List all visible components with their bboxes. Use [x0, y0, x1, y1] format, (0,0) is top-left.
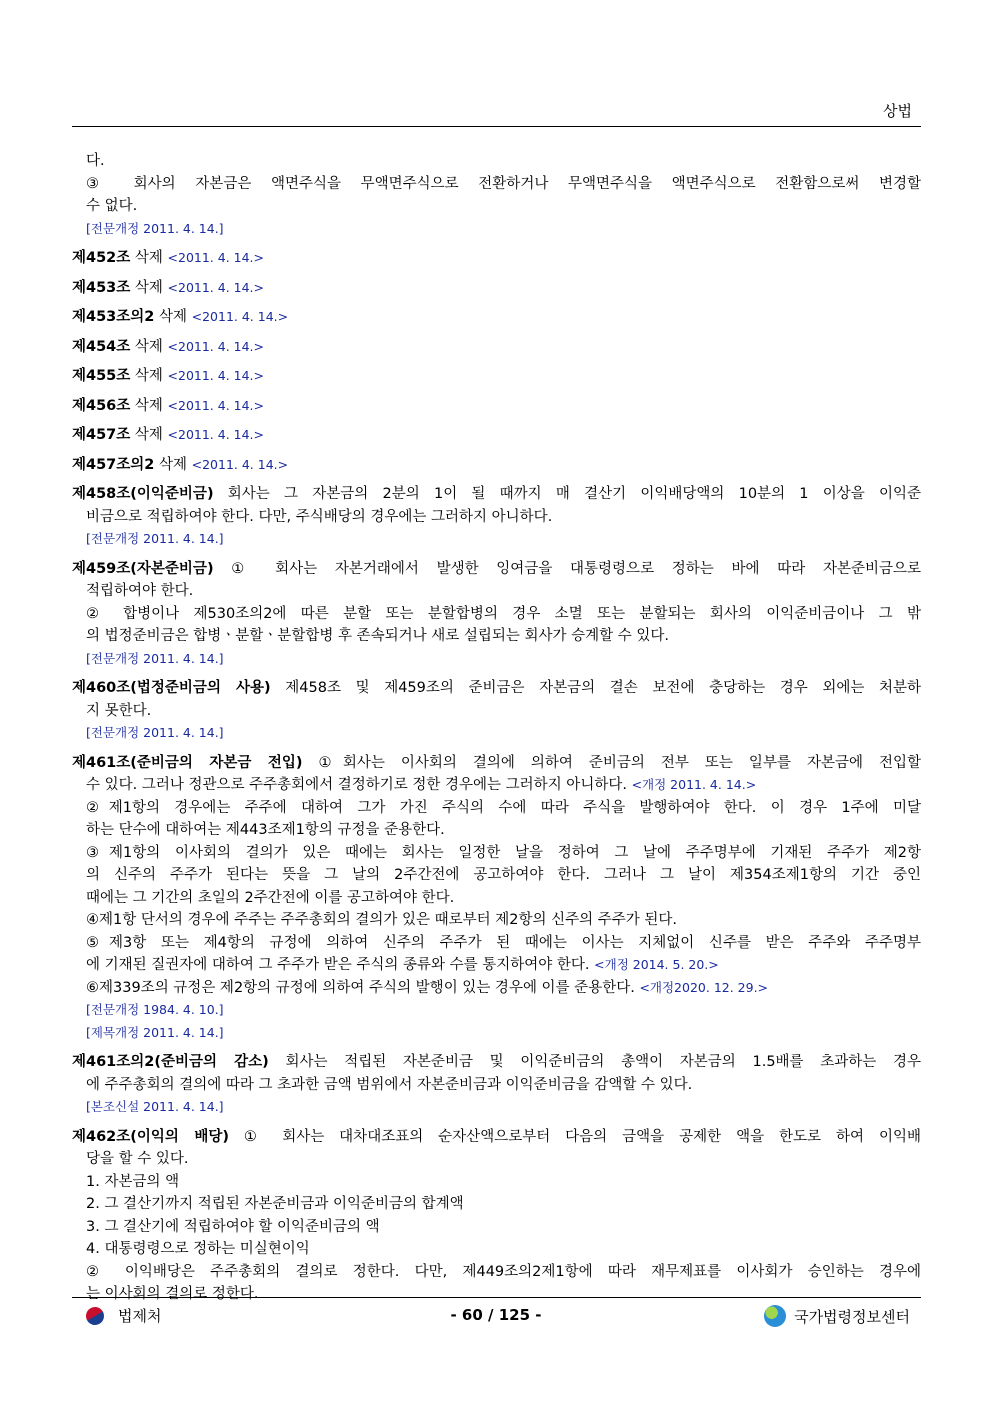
text-line: [72, 954, 921, 977]
amendment-note: <개정 2011. 4. 14.>: [631, 777, 757, 792]
article-line: [72, 752, 921, 775]
line-text: 삭제: [154, 456, 192, 473]
text-line: [72, 528, 921, 551]
text-line: [72, 774, 921, 797]
line-text: 삭제: [130, 397, 168, 414]
article-line: [72, 483, 921, 506]
text-line: [72, 864, 921, 887]
text-line: [72, 999, 921, 1022]
text-line: [72, 1148, 921, 1171]
text-line: [72, 797, 921, 820]
footer-divider: [72, 1297, 921, 1298]
text-line: [72, 195, 921, 218]
text-line: [72, 700, 921, 723]
line-text: 때에는 그 기간의 초일의 2주간전에 이를 공고하여야 한다.: [86, 889, 455, 906]
article-number: 제456조: [72, 397, 131, 414]
header-divider: [72, 126, 921, 127]
text-line: [72, 977, 921, 1000]
line-text: ④제1항 단서의 경우에 주주는 주주총회의 결의가 있은 때로부터 제2항의 신주의 주주가 된다.: [86, 912, 678, 928]
article-number: 제458조(이익준비금): [72, 486, 214, 502]
article-line: [72, 1126, 921, 1149]
text-line: [72, 580, 921, 603]
amendment-note: <2011. 4. 14.>: [167, 279, 264, 295]
article-line: [72, 277, 921, 300]
line-text: [전문개정 1984. 4. 10.]: [86, 1002, 224, 1017]
line-text: 삭제: [130, 368, 168, 384]
text-line: [72, 150, 921, 173]
footer-right: [764, 1305, 910, 1327]
line-text: 삭제: [130, 279, 168, 296]
text-line: [72, 218, 921, 241]
article-number: 제454조: [72, 338, 131, 355]
text-line: [72, 1074, 921, 1097]
amendment-note: <2011. 4. 14.>: [167, 397, 264, 413]
line-text: [전문개정 2011. 4. 14.]: [86, 650, 224, 666]
text-line: [72, 887, 921, 910]
amendment-note: <개정2020. 12. 29.>: [639, 979, 769, 995]
article-number: 제452조: [72, 250, 131, 266]
line-text: 삭제: [130, 427, 168, 443]
article-number: 제459조(자본준비금): [72, 560, 214, 577]
article-line: [72, 306, 921, 329]
article-number: 제457조의2: [72, 456, 155, 473]
line-text: ①회사는 이사회의 결의에 의하여 준비금의 전부 또는 일부를 자본금에 전입할: [302, 754, 921, 771]
line-text: ⑤제3항 또는 제4항의 규정에 의하여 신주의 주주가 된 때에는 이사는 지체없이 신주를 받은 주주와 주주명부: [86, 934, 921, 951]
page-number: - 60 / 125 -: [450, 1306, 542, 1324]
line-text: ③제1항의 이사회의 결의가 있은 때에는 회사는 일정한 날을 정하여 그 날에 주주명부에 기재된 주주가 제2항: [86, 844, 921, 861]
line-text: 삭제: [130, 338, 168, 355]
line-text: ⑥제339조의 규정은 제2항의 규정에 의하여 주식의 발행이 있는 경우에 이를 준용한다.: [86, 979, 640, 996]
text-line: [72, 1193, 921, 1216]
text-line: [72, 1283, 921, 1306]
amendment-note: <2011. 4. 14.>: [191, 309, 289, 324]
article-line: [72, 247, 921, 270]
text-line: [72, 1216, 921, 1239]
article-line: [72, 395, 921, 418]
article-number: 제461조의2(준비금의 감소): [72, 1054, 269, 1070]
line-text: 에 기재된 질권자에 대하여 그 주주가 받은 주식의 종류와 수를 통지하여야 한다.: [86, 957, 595, 973]
line-text: 수 없다.: [86, 198, 138, 214]
amendment-note: <개정 2014. 5. 20.>: [594, 957, 719, 972]
line-text: 회사는 적립된 자본준비금 및 이익준비금의 총액이 자본금의 1.5배를 초과하는 경우: [268, 1054, 921, 1070]
line-text: 지 못한다.: [86, 702, 152, 719]
article-number: 제453조의2: [72, 309, 155, 325]
text-line: [72, 1261, 921, 1284]
text-line: [72, 909, 921, 932]
footer-center: 국가법령정보센터: [794, 1307, 910, 1326]
line-text: 의 법정준비금은 합병ㆍ분할ㆍ분할합병 후 존속되거나 새로 설립되는 회사가 승계할 수 있다.: [86, 628, 669, 644]
text-line: [72, 1022, 921, 1045]
footer-agency: 법제처: [118, 1307, 162, 1325]
line-text: [전문개정 2011. 4. 14.]: [86, 725, 224, 740]
line-text: ②제1항의 경우에는 주주에 대하여 그가 가진 주식의 수에 따라 주식을 발행하여야 한다. 이 경우 1주에 미달: [86, 799, 921, 816]
text-line: [72, 625, 921, 648]
text-line: [72, 173, 921, 196]
article-line: [72, 336, 921, 359]
line-text: 다.: [86, 153, 105, 169]
line-text: 당을 할 수 있다.: [86, 1151, 189, 1167]
text-line: [72, 506, 921, 529]
line-text: 삭제: [130, 250, 168, 266]
line-text: 2. 그 결산기까지 적립된 자본준비금과 이익준비금의 합계액: [86, 1196, 464, 1212]
line-text: 의 신주의 주주가 된다는 뜻을 그 날의 2주간전에 공고하여야 한다. 그러나 그 날이 제354조제1항의 기간 중인: [86, 867, 921, 883]
line-text: [제목개정 2011. 4. 14.]: [86, 1024, 224, 1040]
line-text: 적립하여야 한다.: [86, 583, 194, 599]
text-line: [72, 1171, 921, 1194]
line-text: 삭제: [154, 309, 192, 325]
document-title: 상법: [883, 102, 912, 120]
article-line: [72, 1051, 921, 1074]
line-text: 는 이사회의 결의로 정한다.: [86, 1286, 259, 1302]
article-number: 제455조: [72, 368, 131, 384]
article-number: 제457조: [72, 427, 131, 443]
line-text: 제458조 및 제459조의 준비금은 자본금의 결손 보전에 충당하는 경우 외에는 처분하: [270, 680, 921, 696]
text-line: [72, 1238, 921, 1261]
line-text: 에 주주총회의 결의에 따라 그 초과한 금액 범위에서 자본준비금과 이익준비금을 감액할 수 있다.: [86, 1076, 693, 1093]
article-line: [72, 454, 921, 477]
text-line: [72, 842, 921, 865]
amendment-note: <2011. 4. 14.>: [167, 250, 264, 265]
line-text: ② 이익배당은 주주총회의 결의로 정한다. 다만, 제449조의2제1항에 따라 재무제표를 이사회가 승인하는 경우에: [86, 1263, 921, 1280]
amendment-note: <2011. 4. 14.>: [167, 338, 264, 354]
line-text: [전문개정 2011. 4. 14.]: [86, 531, 224, 546]
line-text: 3. 그 결산기에 적립하여야 할 이익준비금의 액: [86, 1218, 380, 1235]
article-line: [72, 677, 921, 700]
law-text-body: [72, 150, 921, 1306]
amendment-note: <2011. 4. 14.>: [191, 456, 289, 472]
article-number: 제460조(법정준비금의 사용): [72, 680, 271, 696]
text-line: [72, 603, 921, 626]
line-text: [전문개정 2011. 4. 14.]: [86, 220, 224, 236]
article-line: [72, 365, 921, 388]
globe-logo-icon: [764, 1305, 786, 1327]
article-number: 제461조(준비금의 자본금 전입): [72, 754, 303, 771]
line-text: ① 회사는 자본거래에서 발생한 잉여금을 대통령령으로 정하는 바에 따라 자본준비금으로: [213, 560, 921, 577]
line-text: 1. 자본금의 액: [86, 1173, 180, 1190]
text-line: [72, 722, 921, 745]
line-text: ② 합병이나 제530조의2에 따른 분할 또는 분할합병의 경우 소멸 또는 분할되는 회사의 이익준비금이나 그 밖: [86, 605, 921, 622]
article-number: 제453조: [72, 279, 131, 296]
text-line: [72, 648, 921, 671]
line-text: 수 있다. 그러나 정관으로 주주총회에서 결정하기로 정한 경우에는 그러하지 아니하다.: [86, 777, 632, 793]
line-text: 비금으로 적립하여야 한다. 다만, 주식배당의 경우에는 그러하지 아니하다.: [86, 508, 553, 525]
line-text: 회사는 그 자본금의 2분의 1이 될 때까지 매 결산기 이익배당액의 10분의 1 이상을 이익준: [213, 486, 921, 502]
text-line: [72, 932, 921, 955]
line-text: 하는 단수에 대하여는 제443조제1항의 규정을 준용한다.: [86, 822, 445, 838]
line-text: [본조신설 2011. 4. 14.]: [86, 1099, 224, 1114]
amendment-note: <2011. 4. 14.>: [167, 427, 264, 442]
line-text: 4. 대통령령으로 정하는 미실현이익: [86, 1241, 310, 1257]
text-line: [72, 819, 921, 842]
article-number: 제462조(이익의 배당): [72, 1128, 229, 1145]
text-line: [72, 1096, 921, 1119]
line-text: ③ 회사의 자본금은 액면주식을 무액면주식으로 전환하거나 무액면주식을 액면주식으로 전환함으로써 변경할: [86, 175, 921, 192]
article-line: [72, 558, 921, 581]
amendment-note: <2011. 4. 14.>: [167, 368, 264, 383]
line-text: ① 회사는 대차대조표의 순자산액으로부터 다음의 금액을 공제한 액을 한도로 하여 이익배: [228, 1128, 921, 1145]
article-line: [72, 424, 921, 447]
